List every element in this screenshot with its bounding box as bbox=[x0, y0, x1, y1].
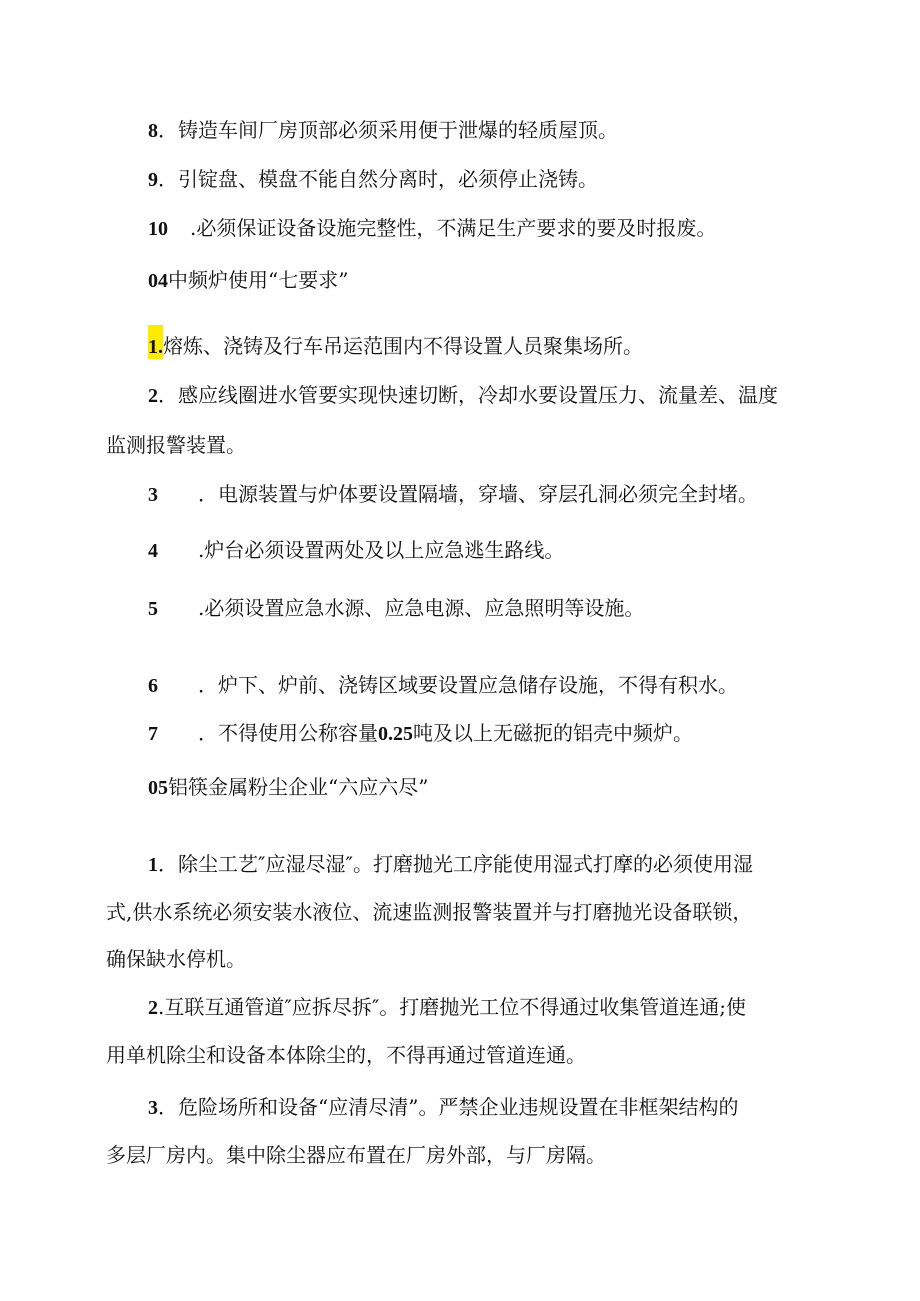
item-number: 6 bbox=[148, 675, 158, 697]
section-title: 中频炉使用“七要求” bbox=[168, 268, 349, 292]
item-text-continuation: 式,供水系统必须安装水液位、流速监测报警装置并与打磨抛光设备联锁， bbox=[106, 900, 753, 924]
item-text: .炉台必须设置两处及以上应急逃生路线。 bbox=[198, 538, 565, 562]
item-number: 3 bbox=[148, 1097, 158, 1119]
item-number: 10 bbox=[148, 218, 168, 240]
item-number: 7 bbox=[148, 723, 158, 745]
item-number: 2 bbox=[148, 997, 158, 1019]
item-text: 吨及以上无磁扼的铝壳中频炉。 bbox=[413, 721, 693, 745]
item-text-continuation: 监测报警装置。 bbox=[106, 433, 246, 457]
item-number: 2 bbox=[148, 385, 158, 407]
item-text: ．感应线圈进水管要实现快速切断，冷却水要设置压力、流量差、温度 bbox=[158, 383, 778, 407]
list-item-continuation bbox=[106, 433, 246, 457]
list-item bbox=[148, 995, 746, 1020]
item-text: .必须设置应急水源、应急电源、应急照明等设施。 bbox=[198, 596, 645, 620]
item-text: ．炉下、炉前、浇铸区域要设置应急储存设施，不得有积水。 bbox=[198, 673, 738, 697]
item-text-continuation: 用单机除尘和设备本体除尘的，不得再通过管道连通。 bbox=[106, 1043, 586, 1067]
item-number: 8 bbox=[148, 120, 158, 142]
item-text: ．不得使用公称容量 bbox=[198, 721, 378, 745]
list-item-continuation bbox=[106, 1043, 586, 1067]
item-text: ．除尘工艺″应湿尽湿″。打磨抛光工序能使用湿式打摩的必须使用湿 bbox=[158, 852, 753, 876]
item-text: ．铸造车间厂房顶部必须采用便于泄爆的轻质屋顶。 bbox=[158, 118, 618, 142]
item-number-highlighted: 1. bbox=[148, 325, 163, 359]
list-item bbox=[148, 852, 753, 877]
section-heading bbox=[148, 268, 348, 293]
item-text: ．危险场所和设备“应清尽清”。严禁企业违规设置在非框架结构的 bbox=[158, 1095, 739, 1119]
section-title: 铝筷金属粉尘企业“六应六尽” bbox=[168, 775, 429, 799]
list-item bbox=[148, 118, 618, 143]
list-item bbox=[148, 538, 564, 563]
item-text: ．引锭盘、模盘不能自然分离时，必须停止浇铸。 bbox=[158, 167, 598, 191]
list-item bbox=[148, 216, 716, 241]
list-item bbox=[148, 673, 738, 698]
item-text: 熔炼、浇铸及行车吊运范围内不得设置人员聚集场所。 bbox=[163, 334, 643, 358]
list-item-continuation bbox=[106, 1143, 606, 1167]
item-number: 9 bbox=[148, 169, 158, 191]
item-text-continuation: 多层厂房内。集中除尘器应布置在厂房外部，与厂房隔。 bbox=[106, 1143, 606, 1167]
item-number: 3 bbox=[148, 484, 158, 506]
list-item-continuation bbox=[106, 900, 752, 924]
section-heading bbox=[148, 775, 428, 800]
list-item bbox=[148, 1095, 738, 1120]
list-item bbox=[148, 383, 778, 408]
section-number: 05 bbox=[148, 777, 168, 799]
item-number: 4 bbox=[148, 540, 158, 562]
list-item bbox=[148, 596, 644, 621]
item-number: 5 bbox=[148, 598, 158, 620]
item-text: .必须保证设备设施完整性，不满足生产要求的要及时报废。 bbox=[190, 216, 717, 240]
item-text: ．电源装置与炉体要设置隔墙，穿墙、穿层孔洞必须完全封堵。 bbox=[198, 482, 758, 506]
list-item bbox=[148, 482, 758, 507]
list-item bbox=[148, 334, 643, 359]
list-item bbox=[148, 721, 693, 746]
section-number: 04 bbox=[148, 270, 168, 292]
list-item bbox=[148, 167, 598, 192]
item-text: .互联互通管道″应拆尽拆″。打磨抛光工位不得通过收集管道连通;使 bbox=[158, 995, 747, 1019]
item-text-continuation: 确保缺水停机。 bbox=[106, 947, 246, 971]
list-item-continuation bbox=[106, 947, 246, 971]
item-number: 1 bbox=[148, 854, 158, 876]
capacity-value: 0.25 bbox=[378, 723, 413, 745]
